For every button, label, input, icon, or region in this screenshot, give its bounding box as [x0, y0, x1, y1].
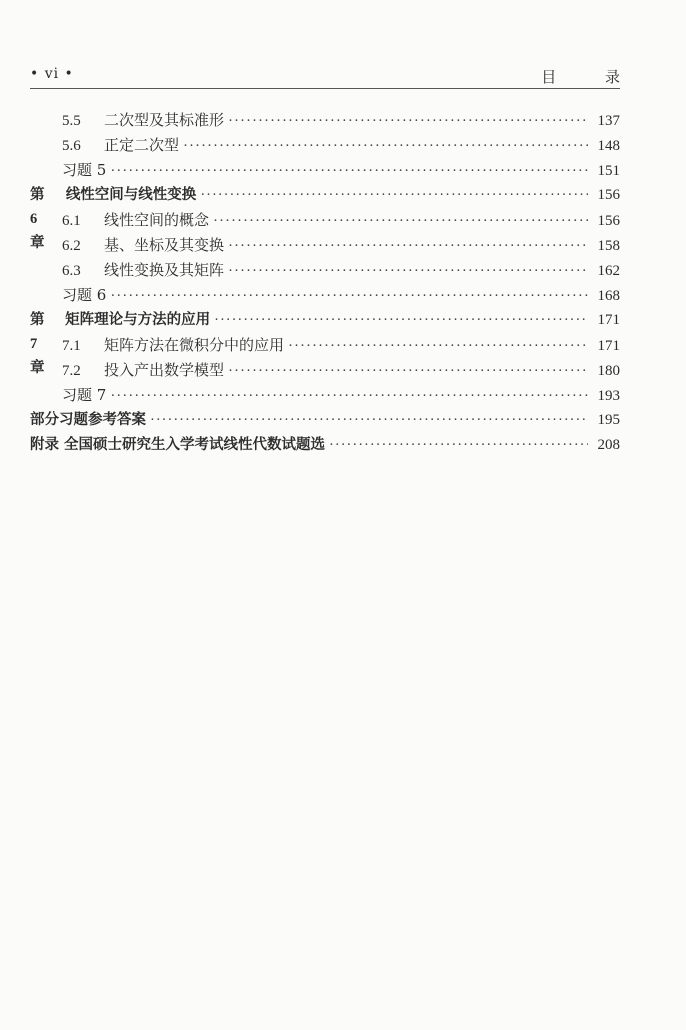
- toc-chapter-entry[interactable]: [30, 408, 620, 432]
- toc-entry[interactable]: [62, 283, 620, 307]
- toc-entry-page: 180: [597, 363, 620, 379]
- toc-leader: [110, 159, 588, 183]
- toc-entry-page: 193: [597, 388, 620, 404]
- toc-leader: [228, 109, 588, 133]
- toc-entry-title: 正定二次型: [104, 136, 180, 154]
- toc-leader: [110, 284, 588, 308]
- toc-entry-page: 151: [597, 163, 620, 179]
- toc-entry[interactable]: [62, 158, 620, 182]
- toc-entry-number: 6.3: [62, 263, 81, 279]
- toc-entry-page: 158: [597, 238, 620, 254]
- toc-entry-title: 投入产出数学模型: [104, 361, 225, 379]
- toc-entry-number: 5.6: [62, 138, 81, 154]
- toc-entry-page: 208: [597, 437, 620, 453]
- toc-entry-page: 195: [597, 412, 620, 428]
- toc-leader: [200, 183, 588, 207]
- toc-leader: [288, 334, 588, 358]
- toc-chapter-title: 部分习题参考答案: [30, 412, 146, 428]
- toc-entry-page: 171: [597, 338, 620, 354]
- toc-entry-title: 习题 6: [62, 286, 107, 304]
- toc-leader: [110, 384, 588, 408]
- toc-entry-number: 6.2: [62, 238, 81, 254]
- toc-leader: [150, 408, 588, 432]
- toc-entry-page: 168: [597, 288, 620, 304]
- toc-entry-title: 二次型及其标准形: [104, 111, 225, 129]
- toc-entry-page: 162: [597, 263, 620, 279]
- toc-entry-title: 习题 7: [62, 386, 107, 404]
- toc-leader: [228, 359, 588, 383]
- toc-entry[interactable]: [62, 108, 620, 132]
- page-folio: • vi •: [30, 66, 74, 82]
- toc-entry-page: 148: [597, 138, 620, 154]
- toc-chapter-number: 第 6 章: [30, 187, 45, 251]
- toc-entry[interactable]: [62, 208, 620, 232]
- toc-entry-title: 线性变换及其矩阵: [104, 261, 225, 279]
- toc-entry-number: 7.2: [62, 363, 81, 379]
- toc-leader: [214, 308, 588, 332]
- toc-entry-title: 矩阵方法在微积分中的应用: [104, 336, 285, 354]
- toc-entry-page: 156: [597, 187, 620, 203]
- toc-entry-title: 线性空间的概念: [104, 211, 210, 229]
- toc-entry-page: 171: [597, 312, 620, 328]
- toc-entry-title: 基、坐标及其变换: [104, 236, 225, 254]
- toc-chapter-number: 第 7 章: [30, 312, 45, 376]
- toc-chapter-entry[interactable]: [30, 433, 620, 457]
- toc-entry-page: 156: [597, 213, 620, 229]
- running-header: [30, 66, 642, 89]
- toc-leader: [228, 259, 588, 283]
- toc-entry[interactable]: [62, 333, 620, 357]
- toc-entry-number: 6.1: [62, 213, 81, 229]
- toc-leader: [213, 209, 588, 233]
- toc-chapter-title: 附录 全国硕士研究生入学考试线性代数试题选: [30, 437, 326, 453]
- toc-entry[interactable]: [62, 233, 620, 257]
- toc-entry[interactable]: [62, 383, 620, 407]
- toc-chapter-title: 线性空间与线性变换: [65, 187, 197, 203]
- toc-chapter-title: 矩阵理论与方法的应用: [65, 312, 211, 328]
- toc-entry-number: 7.1: [62, 338, 81, 354]
- toc-entry[interactable]: [62, 358, 620, 382]
- toc-entry-number: 5.5: [62, 113, 81, 129]
- toc-leader: [183, 134, 588, 158]
- toc-entry-page: 137: [597, 113, 620, 129]
- toc-entry-title: 习题 5: [62, 161, 107, 179]
- toc-entry[interactable]: [62, 258, 620, 282]
- running-title: 目 录: [541, 68, 642, 86]
- toc-leader: [329, 433, 588, 457]
- toc-leader: [228, 234, 588, 258]
- toc-entry[interactable]: [62, 133, 620, 157]
